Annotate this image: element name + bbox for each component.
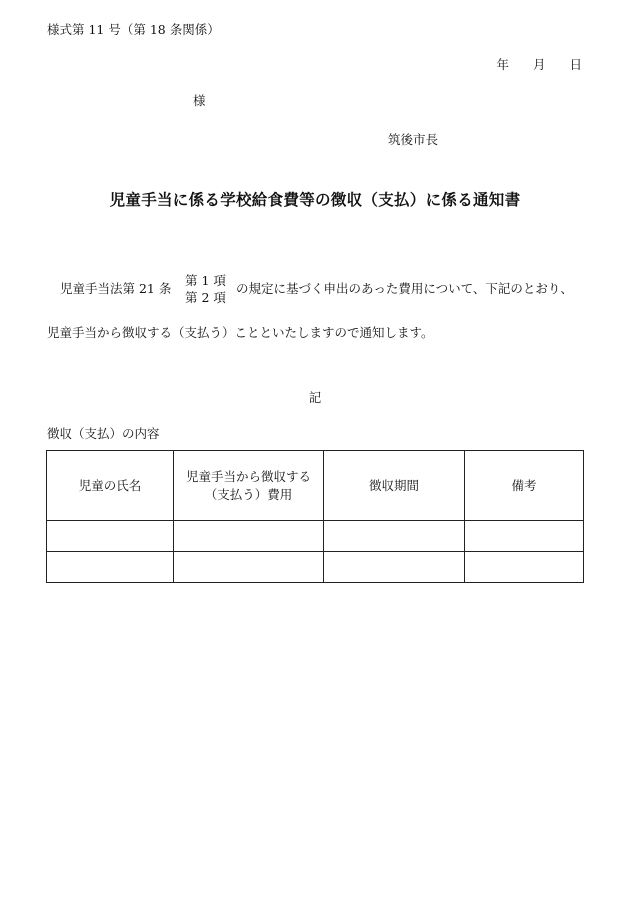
header-remarks <box>465 451 584 521</box>
body-second-line: 児童手当から徴収する（支払う）ことといたしますので通知します。 <box>47 325 434 340</box>
clause-option-1: 第 1 項 <box>185 273 226 288</box>
form-number: 様式第 11 号（第 18 条関係） <box>47 22 220 37</box>
table-header-row <box>47 451 584 521</box>
content-table <box>46 450 584 583</box>
section-label: 徴収（支払）の内容 <box>47 426 160 441</box>
table-row <box>47 521 584 552</box>
header-period <box>324 451 465 521</box>
document-title: 児童手当に係る学校給食費等の徴収（支払）に係る通知書 <box>109 190 521 209</box>
recipient-suffix: 様 <box>193 93 206 108</box>
header-child-name-text: 児童の氏名 <box>78 477 142 493</box>
body-tail-text: の規定に基づく申出のあった費用について、下記のとおり、 <box>236 281 573 296</box>
table-cell[interactable] <box>324 521 465 552</box>
body-lead-text: 児童手当法第 21 条 <box>60 281 172 296</box>
issuer-name: 筑後市長 <box>388 132 439 147</box>
table-cell[interactable] <box>465 521 584 552</box>
date-month-label: 月 <box>532 57 546 72</box>
date-day-label: 日 <box>569 57 582 72</box>
table-cell[interactable] <box>174 552 324 583</box>
header-fee <box>174 451 324 521</box>
table-cell[interactable] <box>324 552 465 583</box>
table-cell[interactable] <box>47 521 174 552</box>
table-cell[interactable] <box>47 552 174 583</box>
header-child-name <box>47 451 174 521</box>
date-year-label: 年 <box>496 57 509 72</box>
header-period-text: 徴収期間 <box>368 477 419 493</box>
ki-label: 記 <box>308 390 322 405</box>
table-row <box>47 552 584 583</box>
clause-option-2: 第 2 項 <box>185 290 226 305</box>
table-cell[interactable] <box>174 521 324 552</box>
header-fee-line-1: 児童手当から徴収する <box>185 468 311 484</box>
clause-options <box>185 272 226 306</box>
table-cell[interactable] <box>465 552 584 583</box>
date-line <box>496 57 582 72</box>
header-remarks-text: 備考 <box>511 477 537 493</box>
header-fee-line-2: （支払う）費用 <box>204 486 293 502</box>
